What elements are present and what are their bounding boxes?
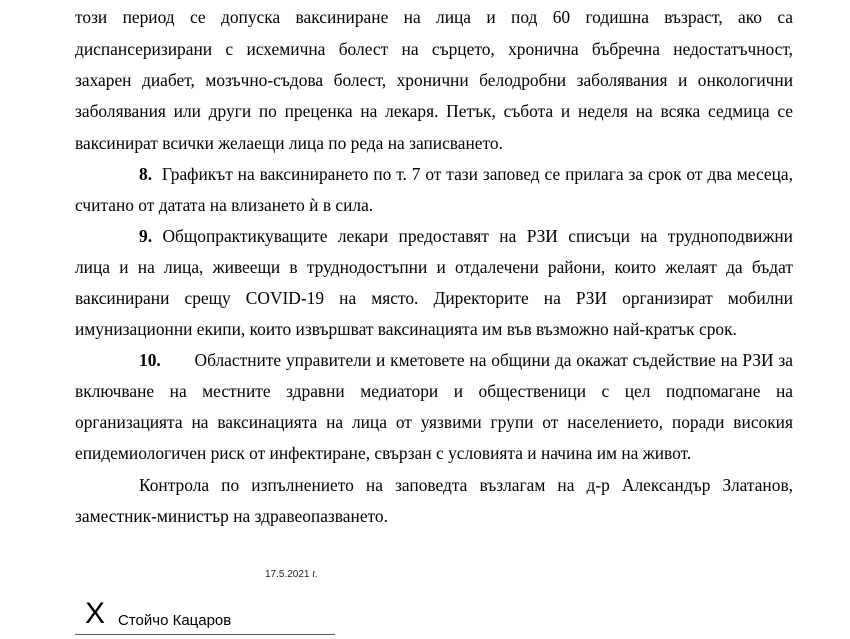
p9-line-3: ваксинирани срещу COVID-19 на място. Директорите на РЗИ организират мобилни [75,288,793,308]
p9-line-2: лица и на лица, живеещи в труднодостъпни и отдалечени райони, които желаят да бъдат [75,257,793,277]
p8-line-1 [139,164,793,184]
signature-line [75,634,335,635]
p7-line-4: заболявания или други по преценка на лекаря. Петък, събота и неделя на всяка седмица се [75,101,793,121]
p9-text-1: Общопрактикуващите лекари предоставят на РЗИ списъци на трудноподвижни [162,226,793,246]
p10-line-3: организацията на ваксинацията на лица от уязвими групи от населението, поради високия [75,412,793,432]
p9-line-1 [139,226,793,246]
signatory-name: Стойчо Кацаров [118,612,232,629]
p8-number: 8. [139,164,153,184]
p7-line-2: диспансеризирани с исхемична болест на сърцето, хронична бъбречна недостатъчност, [75,39,793,59]
p10-line-1 [139,350,793,370]
p10-number: 10. [139,350,161,370]
p8-text-1: Графикът на ваксинирането по т. 7 от тази заповед се прилага за срок от два месеца, [161,164,793,184]
closing-line-2: заместник-министър на здравеопазването. [75,506,388,526]
p9-number: 9. [139,226,153,246]
signature-mark: X [85,597,106,630]
p7-line-5: ваксинират всички желаещи лица по реда на записването. [75,133,503,153]
p8-line-2: считано от датата на влизането ѝ в сила. [75,195,374,215]
p10-line-4: епидемиологичен риск от инфектиране, свързан с условията и начина им на живот. [75,443,692,463]
closing-line-1: Контрола по изпълнението на заповедта възлагам на д-р Александър Златанов, [139,475,793,495]
p7-line-1: този период се допуска ваксиниране на лица и под 60 годишна възраст, ако са [75,7,793,27]
p7-line-3: захарен диабет, мозъчно-съдова болест, хронични белодробни заболявания и онкологични [75,70,793,90]
p10-line-2: включване на местните здравни медиатори и общественици с цел подпомагане на [75,381,793,401]
signature-date: 17.5.2021 г. [265,569,318,580]
p10-text-1: Областните управители и кметовете на общини да окажат съдействие на РЗИ за [194,350,793,370]
p9-line-4: имунизационни екипи, които извършват ваксинацията им във възможно най-кратък срок. [75,319,737,339]
